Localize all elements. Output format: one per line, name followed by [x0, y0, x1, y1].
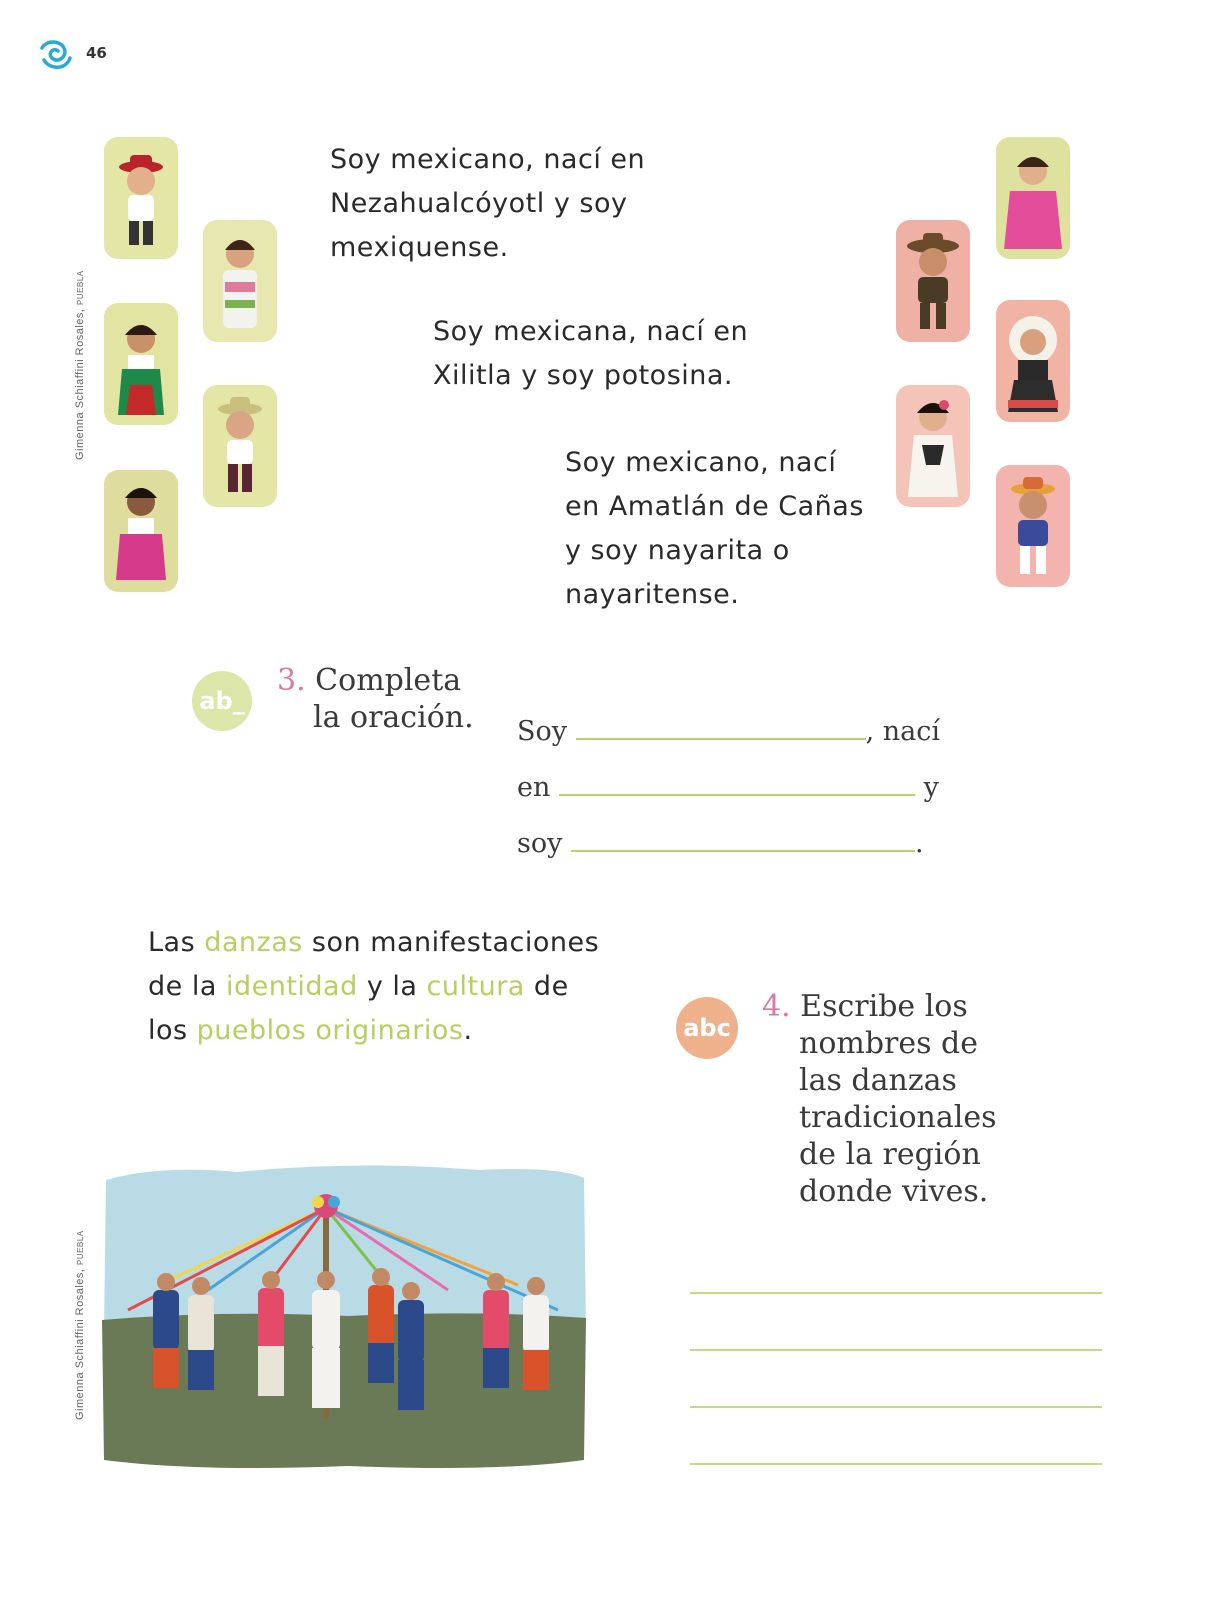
page-number: 46 [86, 44, 107, 62]
character-card-boy-huichol [996, 465, 1070, 587]
highlight-identidad: identidad [225, 971, 358, 1002]
answer-line-1[interactable] [690, 1292, 1102, 1294]
blank-nationality[interactable] [576, 737, 866, 740]
character-card-girl-pink-skirt [104, 470, 178, 592]
highlight-cultura: cultura [426, 971, 525, 1002]
illustration-credit-bottom: Gimenna Schiaffini Rosales, PUEBLA [74, 1230, 86, 1420]
character-card-woman-white-dress [896, 385, 970, 507]
writing-badge-icon: ab_ [192, 671, 252, 731]
dance-paragraph: Las danzas son manifestaciones de la identidad y la cultura de los pueblos originarios. [148, 927, 600, 1046]
answer-line-3[interactable] [690, 1406, 1102, 1408]
answer-line-4[interactable] [690, 1463, 1102, 1465]
logo-icon [38, 38, 74, 72]
character-card-boy-hat [203, 385, 277, 507]
highlight-pueblos-originarios: pueblos originarios [196, 1015, 464, 1046]
character-card-girl-tricolor [104, 303, 178, 425]
activity-4-instruction: 4. Escribe los nombres de las danzas tradicionales de la región donde vives. [762, 989, 997, 1209]
activity-3-number: 3. [277, 663, 306, 698]
character-card-boy-red-hat [104, 137, 178, 259]
character-card-girl-pink-dress [996, 137, 1070, 259]
sentence-line-3: soy . [517, 828, 924, 859]
maypole-dance-illustration [98, 1160, 588, 1475]
blank-gentilicio[interactable] [571, 849, 915, 852]
highlight-danzas: danzas [204, 927, 303, 958]
statement-mexiquense: Soy mexicano, nací en Nezahualcóyotl y soy mexiquense. [330, 144, 646, 263]
statement-nayarita: Soy mexicano, nací en Amatlán de Cañas y soy nayarita o nayaritense. [565, 447, 864, 610]
character-card-girl-embroidered [203, 220, 277, 342]
sentence-line-2: en y [517, 772, 939, 803]
illustration-credit-top: Gimenna Schiaffini Rosales, PUEBLA [74, 270, 86, 460]
character-card-woman-tehuana [996, 300, 1070, 422]
statement-potosina: Soy mexicana, nací en Xilitla y soy potosina. [433, 316, 749, 391]
sentence-line-1: Soy , nací [517, 716, 941, 747]
activity-4-number: 4. [762, 989, 791, 1024]
abc-badge-icon: abc [676, 997, 738, 1059]
activity-3-instruction: 3. Completa la oración. [277, 663, 474, 735]
blank-birthplace[interactable] [559, 793, 915, 796]
answer-line-2[interactable] [690, 1349, 1102, 1351]
character-card-boy-charro [896, 220, 970, 342]
